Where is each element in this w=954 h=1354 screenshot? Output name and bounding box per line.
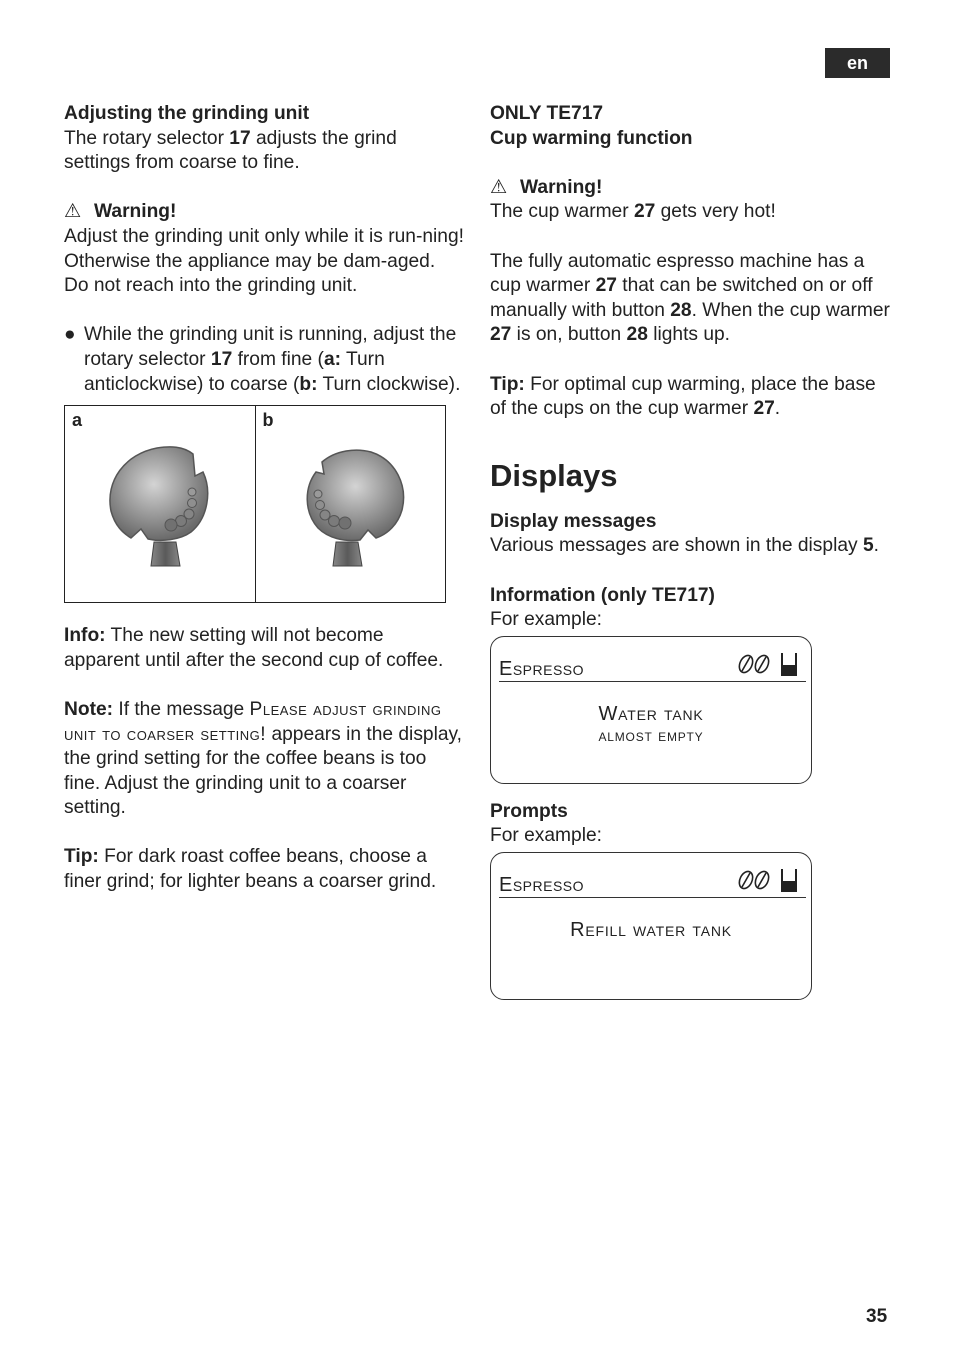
tip-paragraph: Tip: For dark roast coffee beans, choose a finer grind; for lighter beans a coarser grind. [64, 846, 437, 893]
figure-panel-b [255, 406, 446, 602]
display-message-inline: Please adjust grinding unit to coarser setting! [64, 698, 442, 745]
note-paragraph: Note: If the message Please adjust grinding unit to coarser setting! appears in the display, the grind setting for the coffee beans is too fine. Adjust the grinding unit to a coarser setting. [64, 698, 463, 819]
display-screen-information [490, 636, 812, 784]
figure-label-b: b [262, 410, 274, 431]
coffee-strength-cup-icon [734, 863, 804, 897]
display-title: Espresso [499, 657, 585, 680]
intro-paragraph: The rotary selector 17 adjusts the grind settings from coarse to fine. [64, 127, 397, 174]
section-heading-cup-warming: Cup warming function [490, 127, 693, 149]
warning-text: Adjust the grinding unit only while it is run-ning! Otherwise the appliance may be dam-aged. Do not reach into the grinding unit. [64, 225, 464, 297]
info-paragraph: Info: The new setting will not become apparent until after the second cup of coffee. [64, 625, 444, 671]
display-screen-prompt [490, 852, 812, 1000]
warning-triangle-icon: ⚠ [490, 176, 508, 198]
display-title: Espresso [499, 873, 585, 896]
display-message [491, 919, 811, 941]
information-heading: Information (only TE717) [490, 584, 715, 606]
display-message-line-1: Water tank [598, 702, 704, 725]
displays-title: Displays [490, 457, 618, 493]
language-tab: en [825, 48, 890, 78]
figure-panel-a [65, 406, 255, 602]
model-note: ONLY TE717 [490, 103, 604, 124]
display-header [499, 653, 806, 682]
warning-text: The cup warmer 27 gets very hot! [490, 201, 776, 223]
figure-label-a: a [72, 410, 83, 431]
information-example-label: For example: [490, 609, 602, 631]
page-number: 35 [866, 1306, 888, 1327]
display-header [499, 869, 806, 898]
bullet-icon: ● [64, 324, 76, 346]
warning-title: ⚠ Warning! [64, 200, 464, 225]
rotary-selector-figure [64, 405, 446, 603]
display-messages-text: Various messages are shown in the display 5. [490, 535, 879, 557]
section-heading-grinding: Adjusting the grinding unit [64, 103, 310, 124]
warning-triangle-icon: ⚠ [64, 201, 82, 223]
prompts-example-label: For example: [490, 825, 602, 847]
warning-title: ⚠ Warning! [490, 176, 890, 201]
display-message [491, 703, 811, 747]
knob-clockwise-icon [256, 406, 445, 602]
display-message-line-2: almost empty [598, 725, 704, 745]
tip-paragraph: Tip: For optimal cup warming, place the base of the cups on the cup warmer 27. [490, 373, 876, 420]
coffee-strength-cup-icon [734, 647, 804, 681]
list-item: ● While the grinding unit is running, adjust the rotary selector 17 from fine (a: Turn anticlockwise) to coarse (b: Turn clockwise). [64, 324, 461, 395]
cup-warmer-paragraph: The fully automatic espresso machine has a cup warmer 27 that can be switched on or off manually with button 28. When the cup warmer 27 is on, button 28 lights up. [490, 250, 890, 346]
right-column [490, 102, 890, 1000]
display-messages-heading: Display messages [490, 510, 657, 532]
knob-anticlockwise-icon [65, 406, 254, 602]
display-message-line-1: Refill water tank [570, 918, 732, 941]
left-column [64, 102, 464, 895]
prompts-heading: Prompts [490, 800, 568, 822]
